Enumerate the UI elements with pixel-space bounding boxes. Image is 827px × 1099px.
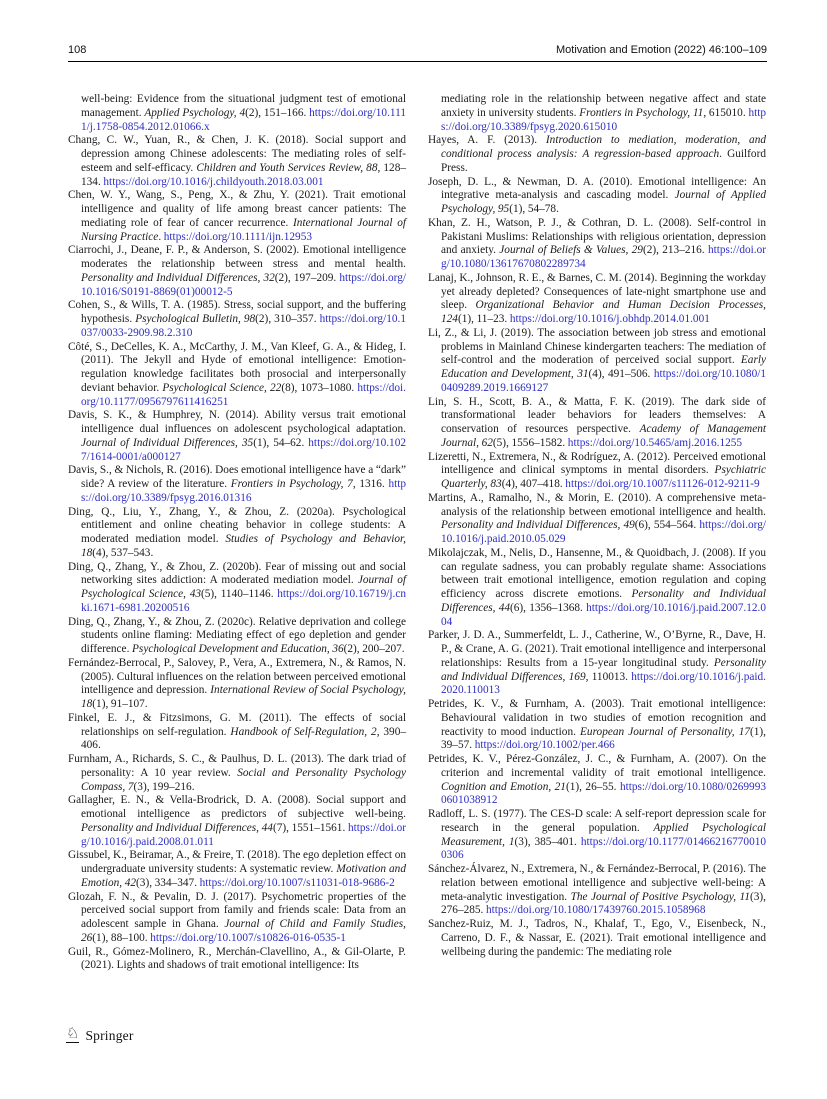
reference-text: (4), 491–506. bbox=[588, 368, 654, 380]
reference-entry bbox=[428, 753, 766, 808]
journal-title-italic: Psychological Science, 22 bbox=[162, 381, 282, 394]
reference-text: (2), 197–209. bbox=[274, 271, 340, 284]
publisher-label: Springer bbox=[85, 1028, 134, 1043]
journal-title-italic: Journal of Applied Psychology, 95 bbox=[441, 189, 766, 215]
doi-link[interactable]: https://doi.org/10.1016/j.childyouth.2018.03.001 bbox=[103, 175, 324, 188]
reference-text: Chang, C. W., Yuan, R., & Chen, J. K. (2018). Social support and depression among Chinese adolescents: The mediating roles of self-esteem and self-efficacy. bbox=[68, 134, 406, 174]
journal-title-italic: The Journal of Positive Psychology, 11 bbox=[570, 890, 750, 903]
reference-text: (1), 91–107. bbox=[92, 698, 148, 710]
reference-text: (3), 199–216. bbox=[133, 780, 195, 793]
journal-title-italic: Applied Psychology, 4 bbox=[144, 106, 246, 119]
reference-entry bbox=[428, 327, 766, 396]
doi-link[interactable]: https://doi.org/10.1016/j.paid.2010.05.029 bbox=[441, 519, 767, 545]
page-number: 108 bbox=[68, 44, 87, 56]
reference-text: Furnham, A., Richards, S. C., & Paulhus, D. L. (2013). The dark triad of personality: A 10 year review. bbox=[68, 753, 406, 779]
reference-entry bbox=[68, 189, 406, 244]
reference-text: Cohen, S., & Wills, T. A. (1985). Stress, social support, and the buffering hypothesis. bbox=[68, 299, 406, 325]
reference-text: Petrides, K. V., & Furnham, A. (2003). Trait emotional intelligence: Behavioural validation in two studies of emotion recognition and reactivity to mood induction. bbox=[428, 698, 766, 738]
reference-text: Li, Z., & Li, J. (2019). The association between job stress and emotional problems in Mainland Chinese kindergarten teachers: The mediation of self-control and the moderation of perceived social support. bbox=[428, 326, 766, 367]
journal-title-italic: Social and Personality Psychology Compass, 7 bbox=[81, 766, 406, 793]
reference-text: Sánchez-Álvarez, N., Extremera, N., & Fernández-Berrocal, P. (2016). The relation between emotional intelligence and subjective well-being: A meta-analytic investigation. bbox=[428, 863, 766, 903]
reference-text: Gallagher, E. N., & Vella-Brodrick, D. A. (2008). Social support and emotional intelligence as predictors of subjective well-being. bbox=[68, 794, 406, 820]
journal-title-italic: Children and Youth Services Review, 88 bbox=[196, 161, 378, 174]
doi-link[interactable]: https://doi.org/10.1016/j.paid.2020.110013 bbox=[441, 670, 766, 697]
journal-title-italic: Applied Psychological Measurement, 1 bbox=[441, 821, 766, 848]
journal-title-italic: Personality and Individual Differences, 44 bbox=[441, 588, 766, 614]
reference-entry bbox=[68, 849, 406, 890]
reference-text: Ding, Q., Zhang, Y., & Zhou, Z. (2020b). Fear of missing out and social networking sites addiction: A moderated mediation model. bbox=[68, 560, 406, 587]
references-section bbox=[68, 93, 767, 973]
journal-title-italic: Psychological Bulletin, 98 bbox=[135, 313, 256, 325]
reference-entry bbox=[428, 217, 766, 272]
reference-text: Joseph, D. L., & Newman, D. A. (2010). Emotional intelligence: An integrative meta-analysis and cascading model. bbox=[428, 175, 766, 202]
reference-entry bbox=[68, 464, 406, 505]
reference-text: Martins, A., Ramalho, N., & Morin, E. (2010). A comprehensive meta-analysis of the relationship between emotional intelligence and health. bbox=[428, 491, 766, 518]
doi-link[interactable]: https://doi.org/10.1080/02699930601038912 bbox=[441, 780, 766, 807]
doi-link[interactable]: https://doi.org/10.3389/fpsyg.2020.615010 bbox=[441, 106, 767, 133]
doi-link[interactable]: https://doi.org/10.1027/1614-0001/a000127 bbox=[81, 436, 406, 463]
reference-entry bbox=[428, 176, 766, 217]
page-footer bbox=[66, 1025, 134, 1044]
reference-text: Khan, Z. H., Watson, P. J., & Cothran, D. L. (2008). Self-control in Pakistani Muslims: Relationships with religious orientation, depression and anxiety. bbox=[428, 216, 766, 257]
journal-title-italic: Frontiers in Psychology, 7 bbox=[230, 478, 353, 490]
reference-text: (3), 385–401. bbox=[514, 835, 581, 848]
reference-text: Davis, S. K., & Humphrey, N. (2014). Ability versus trait emotional intelligence dual influences on adolescent psychological adaptation. bbox=[68, 409, 406, 435]
reference-entry bbox=[428, 272, 766, 327]
reference-entry bbox=[68, 891, 406, 946]
reference-text: , 128–134. bbox=[81, 161, 406, 188]
reference-text: (2), 213–216. bbox=[642, 244, 708, 257]
reference-entry bbox=[428, 863, 766, 918]
reference-text: (1), 54–62. bbox=[253, 436, 309, 449]
reference-text: (1), 11–23. bbox=[457, 313, 510, 325]
reference-text: Fernández-Berrocal, P., Salovey, P., Vera, A., Extremera, N., & Ramos, N. (2005). Cultural influences on the relation between perceived emotional intelligence and depression. bbox=[68, 656, 406, 697]
journal-title-italic: Journal of Beliefs & Values, 29 bbox=[499, 244, 643, 257]
reference-text: Chen, W. Y., Wang, S., Peng, X., & Zhu, Y. (2021). Trait emotional intelligence and quality of life among breast cancer patients: The mediating role of fear of cancer recurrence. bbox=[68, 189, 406, 229]
reference-text: Radloff, L. S. (1977). The CES-D scale: A self-report depression scale for research in the general population. bbox=[428, 808, 766, 834]
doi-link[interactable]: https://doi.org/10.1177/014662167700100306 bbox=[441, 835, 767, 862]
reference-text: (1), 26–55. bbox=[565, 780, 620, 793]
journal-title-italic: Personality and Individual Differences, 44 bbox=[81, 821, 273, 834]
reference-text: (4), 407–418. bbox=[501, 478, 566, 490]
doi-link[interactable]: https://doi.org/10.1002/per.466 bbox=[474, 739, 615, 752]
reference-text: , 110013. bbox=[585, 670, 632, 683]
journal-title-italic: European Journal of Personality, 17 bbox=[580, 725, 750, 738]
journal-title-italic: Studies of Psychology and Behavior, 18 bbox=[81, 533, 406, 559]
reference-text: (6), 554–564. bbox=[634, 519, 700, 532]
journal-title-italic: Psychological Development and Education, 36 bbox=[132, 643, 344, 655]
reference-entry bbox=[428, 629, 766, 698]
reference-text: (7), 1551–1561. bbox=[272, 821, 348, 834]
reference-entry-continuation bbox=[68, 93, 406, 134]
reference-entry bbox=[428, 492, 766, 547]
reference-text: Petrides, K. V., Pérez-González, J. C., & Furnham, A. (2007). On the criterion and incremental validity of trait emotional intelligence. bbox=[428, 753, 766, 779]
doi-link[interactable]: https://doi.org/10.1080/13617670802289734 bbox=[441, 244, 767, 270]
reference-text: well-being: Evidence from the situational judgment test of emotional management. bbox=[81, 93, 406, 119]
reference-text: mediating role in the relationship between negative affect and state anxiety in university students. bbox=[441, 93, 766, 119]
doi-link[interactable]: https://doi.org/10.1007/s11031-018-9686-2 bbox=[199, 876, 395, 889]
reference-text: . Guilford Press. bbox=[441, 148, 766, 174]
reference-entry bbox=[68, 244, 406, 299]
reference-entry bbox=[68, 657, 406, 712]
reference-text: Lizeretti, N., Extremera, N., & Rodríguez, A. (2012). Perceived emotional intelligence and clinical symptoms in mental disorders. bbox=[428, 450, 766, 477]
reference-entry bbox=[428, 396, 766, 451]
journal-title-italic: Frontiers in Psychology, 11 bbox=[579, 106, 704, 119]
doi-link[interactable]: https://doi.org/10.1016/S0191-8869(01)00012-5 bbox=[81, 271, 407, 298]
reference-text: Hayes, A. F. (2013). bbox=[428, 134, 546, 147]
running-head-journal-reference: Motivation and Emotion (2022) 46:100–109 bbox=[556, 44, 767, 56]
reference-entry bbox=[68, 506, 406, 561]
reference-text: (2), 310–357. bbox=[255, 313, 320, 325]
reference-text: (6), 1356–1368. bbox=[510, 601, 587, 614]
reference-text: (3), 334–347. bbox=[136, 876, 200, 889]
reference-entry bbox=[428, 918, 766, 959]
reference-entry bbox=[428, 451, 766, 492]
reference-text: (2), 200–207. bbox=[343, 643, 405, 655]
journal-title-italic: Personality and Individual Differences, 169 bbox=[441, 656, 766, 683]
references-column-left bbox=[68, 93, 406, 973]
reference-text: Davis, S., & Nichols, R. (2016). Does emotional intelligence have a “dark” side? A review of the literature. bbox=[68, 464, 406, 490]
reference-entry bbox=[68, 341, 406, 410]
reference-entry bbox=[68, 753, 406, 794]
doi-link[interactable]: https://doi.org/10.1111/j.1758-0854.2012.01066.x bbox=[81, 106, 407, 133]
doi-link[interactable]: https://doi.org/10.16719/j.cnki.1671-6981.20200516 bbox=[81, 588, 406, 614]
reference-text: (4), 537–543. bbox=[92, 546, 154, 559]
reference-entry bbox=[68, 299, 406, 340]
reference-text: . bbox=[158, 230, 164, 243]
reference-text: Ding, Q., Liu, Y., Zhang, Y., & Zhou, Z. (2020a). Psychological entitlement and online cheating behavior in college students: A moderated mediation model. bbox=[68, 505, 406, 545]
reference-text: Parker, J. D. A., Summerfeldt, L. J., Catherine, W., O’Byrne, R., Dave, H. P., & Crane, A. G. (2021). Trait emotional intelligence and interpersonal relationships: Results from a 15-year longitudinal study. bbox=[428, 629, 766, 669]
doi-link[interactable]: https://doi.org/10.1037/0033-2909.98.2.310 bbox=[81, 313, 406, 339]
reference-entry bbox=[428, 698, 766, 753]
reference-text: Lin, S. H., Scott, B. A., & Matta, F. K. (2019). The dark side of transformational leader behaviors for leaders themselves: A conservation of resources perspective. bbox=[428, 395, 766, 435]
doi-link[interactable]: https://doi.org/10.1007/s10826-016-0535-1 bbox=[150, 931, 346, 944]
doi-link[interactable]: https://doi.org/10.3389/fpsyg.2016.01316 bbox=[81, 478, 407, 504]
reference-entry bbox=[428, 547, 766, 630]
journal-title-italic: Journal of Psychological Science, 43 bbox=[81, 574, 406, 600]
journal-title-italic: Academy of Management Journal, 62 bbox=[441, 423, 766, 449]
doi-link[interactable]: https://doi.org/10.1007/s11126-012-9211-9 bbox=[565, 478, 760, 490]
reference-text: Gissubel, K., Beiramar, A., & Freire, T. (2018). The ego depletion effect on undergraduate university students: A systematic review. bbox=[68, 849, 406, 875]
reference-text: (3), 276–285. bbox=[441, 890, 766, 917]
journal-title-italic: Psychiatric Quarterly, 83 bbox=[441, 464, 766, 490]
journal-title-italic: Personality and Individual Differences, 32 bbox=[81, 271, 275, 284]
reference-text: (5), 1556–1582. bbox=[492, 436, 568, 449]
reference-text: (1), 88–100. bbox=[92, 931, 151, 944]
reference-entry bbox=[68, 712, 406, 753]
reference-text: Finkel, E. J., & Fitzsimons, G. M. (2011). The effects of social relationships on self-regulation. bbox=[68, 711, 406, 738]
reference-entry bbox=[68, 946, 406, 974]
reference-entry-continuation bbox=[428, 93, 766, 134]
journal-title-italic: Cognition and Emotion, 21 bbox=[441, 780, 566, 793]
references-column-right bbox=[428, 93, 766, 973]
reference-text: Ciarrochi, J., Deane, F. P., & Anderson, S. (2002). Emotional intelligence moderates the relationship between stress and mental health. bbox=[68, 244, 406, 270]
reference-text: Côté, S., DeCelles, K. A., McCarthy, J. M., Van Kleef, G. A., & Hideg, I. (2011). The Jekyll and Hyde of emotional intelligence: Emotion-regulation knowledge facilitates both prosocial and interpersonally deviant behavior. bbox=[68, 340, 406, 394]
journal-title-italic: International Journal of Nursing Practice bbox=[81, 216, 406, 243]
header-rule bbox=[68, 61, 767, 62]
doi-link[interactable]: https://doi.org/10.1016/j.paid.2007.12.004 bbox=[441, 601, 767, 628]
reference-text: Sanchez-Ruiz, M. J., Tadros, N., Khalaf, T., Ego, V., Eisenbeck, N., Carreno, D. F., & Nassar, E. (2021). Trait emotional intelligence and wellbeing during the pandemic: The mediating role bbox=[428, 918, 766, 958]
reference-text: , 390–406. bbox=[81, 725, 406, 752]
journal-title-italic: International Review of Social Psychology, 18 bbox=[81, 684, 406, 710]
reference-text: Glozah, F. N., & Pevalin, D. J. (2017). Psychometric properties of the perceived social support from family and friends scale: Data from an adolescent sample in Ghana. bbox=[68, 890, 406, 930]
journal-title-italic: Early Education and Development, 31 bbox=[441, 354, 766, 380]
reference-text: (2), 151–166. bbox=[245, 106, 310, 119]
reference-text: Lanaj, K., Johnson, R. E., & Barnes, C. M. (2014). Beginning the workday yet already depleted? Consequences of late-night smartphone use and sleep. bbox=[428, 271, 766, 312]
journal-title-italic: Handbook of Self-Regulation, 2 bbox=[230, 725, 377, 738]
page-header bbox=[68, 44, 767, 56]
springer-knight-icon: ♘ bbox=[66, 1025, 80, 1042]
journal-title-italic: Journal of Individual Differences, 35 bbox=[81, 436, 254, 449]
reference-entry bbox=[68, 616, 406, 657]
doi-link[interactable]: https://doi.org/10.1016/j.paid.2008.01.011 bbox=[81, 821, 407, 848]
doi-link[interactable]: https://doi.org/10.1016/j.obhdp.2014.01.001 bbox=[509, 313, 710, 325]
journal-title-italic: Journal of Child and Family Studies, 26 bbox=[81, 918, 407, 944]
reference-text: (1), 39–57. bbox=[441, 725, 766, 752]
reference-text: Ding, Q., Zhang, Y., & Zhou, Z. (2020c). Relative deprivation and college students online flaming: Mediating effect of ego depletion and gender difference. bbox=[68, 615, 406, 655]
reference-entry bbox=[68, 561, 406, 616]
reference-text: (1), 54–78. bbox=[509, 203, 559, 215]
reference-text: , 1316. bbox=[352, 478, 389, 490]
journal-title-italic: Motivation and Emotion, 42 bbox=[81, 863, 406, 889]
reference-entry bbox=[68, 134, 406, 189]
reference-text: , 615010. bbox=[703, 106, 749, 119]
reference-text: (8), 1073–1080. bbox=[281, 381, 358, 394]
reference-entry bbox=[428, 808, 766, 863]
reference-text: Mikolajczak, M., Nelis, D., Hansenne, M., & Quoidbach, J. (2008). If you can regulate sadness, you can probably regulate shame: Associations between trait emotional intelligence, emotion regulation and coping efficiency across discrete emotions. bbox=[428, 546, 766, 600]
journal-title-italic: Personality and Individual Differences, 49 bbox=[441, 519, 635, 532]
journal-title-italic: Organizational Behavior and Human Decision Processes, 124 bbox=[441, 299, 766, 325]
reference-text: (5), 1140–1146. bbox=[201, 588, 278, 600]
reference-entry bbox=[68, 794, 406, 849]
journal-title-italic: Introduction to mediation, moderation, and conditional process analysis: A regression-based approach bbox=[441, 134, 766, 160]
doi-link[interactable]: https://doi.org/10.5465/amj.2016.1255 bbox=[567, 436, 743, 449]
doi-link[interactable]: https://doi.org/10.1080/10409289.2019.1669127 bbox=[441, 368, 767, 394]
reference-entry bbox=[68, 409, 406, 464]
doi-link[interactable]: https://doi.org/10.1111/ijn.12953 bbox=[163, 230, 312, 243]
reference-text: Guil, R., Gómez-Molinero, R., Merchán-Clavellino, A., & Gil-Olarte, P. (2021). Lights and shadows of trait emotional intelligence: Its bbox=[68, 945, 406, 972]
doi-link[interactable]: https://doi.org/10.1080/17439760.2015.1058968 bbox=[486, 904, 706, 917]
reference-entry bbox=[428, 134, 766, 175]
doi-link[interactable]: https://doi.org/10.1177/0956797611416251 bbox=[81, 381, 407, 408]
